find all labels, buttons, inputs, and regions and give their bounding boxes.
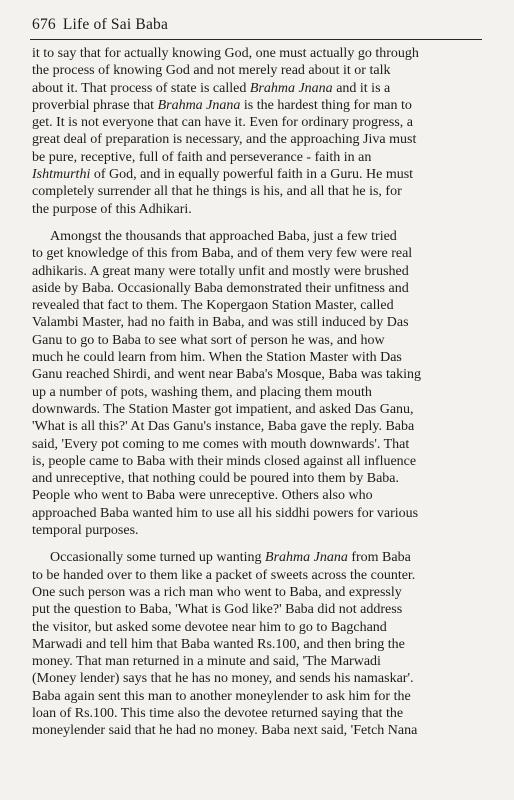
page-number: 676	[32, 16, 56, 33]
text-line: is, people came to Baba with their minds closed against all influence	[32, 453, 417, 469]
text-line: to get knowledge of this from Baba, and of them very few were real	[32, 246, 413, 262]
text-line: People who went to Baba were unreceptive. Others also who	[32, 488, 373, 504]
text-line: proverbial phrase that Brahma Jnana is the hardest thing for man to	[32, 97, 412, 113]
text-line: temporal purposes.	[32, 523, 139, 539]
text-line: and unreceptive, that nothing could be poured into them by Baba.	[32, 471, 400, 487]
page-header	[32, 16, 484, 34]
text-line: it to say that for actually knowing God, one must actually go through	[32, 46, 419, 61]
text-line: put the question to Baba, 'What is God like?' Baba did not address	[32, 602, 403, 618]
text-line: Baba again sent this man to another moneylender to ask him for the	[32, 688, 411, 704]
body-text	[32, 45, 484, 740]
text-line: moneylender said that he had no money. Baba next said, 'Fetch Nana	[32, 723, 418, 739]
text-line: aside by Baba. Occasionally Baba demonstrated their unfitness and	[32, 280, 409, 296]
text-line: Amongst the thousands that approached Baba, just a few tried	[50, 228, 397, 244]
text-line: loan of Rs.100. This time also the devotee returned saying that the	[32, 705, 404, 721]
paragraph-2	[32, 228, 484, 539]
text-line: money. That man returned in a minute and said, 'The Marwadi	[32, 654, 381, 670]
text-line: the visitor, but asked some devotee near him to go to Bagchand	[32, 619, 387, 635]
text-line: Ganu to go to Baba to see what sort of person he was, and how	[32, 332, 385, 348]
text-line: revealed that fact to them. The Kopergaon Station Master, called	[32, 298, 394, 314]
text-line: about it. That process of state is called Brahma Jnana and it is a	[32, 80, 391, 96]
text-line: approached Baba wanted him to use all his siddhi powers for various	[32, 505, 419, 521]
header-rule	[30, 39, 482, 40]
text-line: to be handed over to them like a packet of sweets across the counter.	[32, 567, 416, 583]
text-line: said, 'Every pot coming to me comes with mouth downwards'. That	[32, 436, 410, 452]
text-line: completely surrender all that he things is his, and all that he is, for	[32, 184, 402, 200]
text-line: Valambi Master, had no faith in Baba, and was still induced by Das	[32, 315, 409, 331]
text-line: get. It is not everyone that can have it. Even for ordinary progress, a	[32, 115, 413, 131]
text-line: much he could learn from him. When the Station Master with Das	[32, 350, 402, 366]
text-line: 'What is all this?' At Das Ganu's instance, Baba gave the reply. Baba	[32, 419, 415, 435]
text-line: (Money lender) says that he has no money, and sends his namaskar'.	[32, 671, 414, 687]
text-line: Occasionally some turned up wanting Brahma Jnana from Baba	[50, 550, 411, 566]
text-line: be pure, receptive, full of faith and perseverance - faith in an	[32, 149, 372, 165]
paragraph-3	[32, 549, 484, 739]
text-line: up a number of pots, washing them, and placing them mouth	[32, 384, 372, 400]
text-line: Ishtmurthi of God, and in equally powerful faith in a Guru. He must	[32, 167, 414, 183]
text-line: great deal of preparation is necessary, and the approaching Jiva must	[32, 132, 417, 148]
text-line: the purpose of this Adhikari.	[32, 201, 192, 217]
text-line: Ganu reached Shirdi, and went near Baba's Mosque, Baba was taking	[32, 367, 421, 383]
text-line: adhikaris. A great many were totally unfit and mostly were brushed	[32, 263, 409, 279]
text-line: Marwadi and tell him that Baba wanted Rs.100, and then bring the	[32, 636, 405, 652]
paragraph-1	[32, 45, 484, 218]
text-line: the process of knowing God and not merely read about it or talk	[32, 63, 391, 79]
text-line: downwards. The Station Master got impatient, and asked Das Ganu,	[32, 401, 414, 417]
text-line: One such person was a rich man who went to Baba, and expressly	[32, 584, 402, 600]
book-title: Life of Sai Baba	[62, 16, 169, 33]
